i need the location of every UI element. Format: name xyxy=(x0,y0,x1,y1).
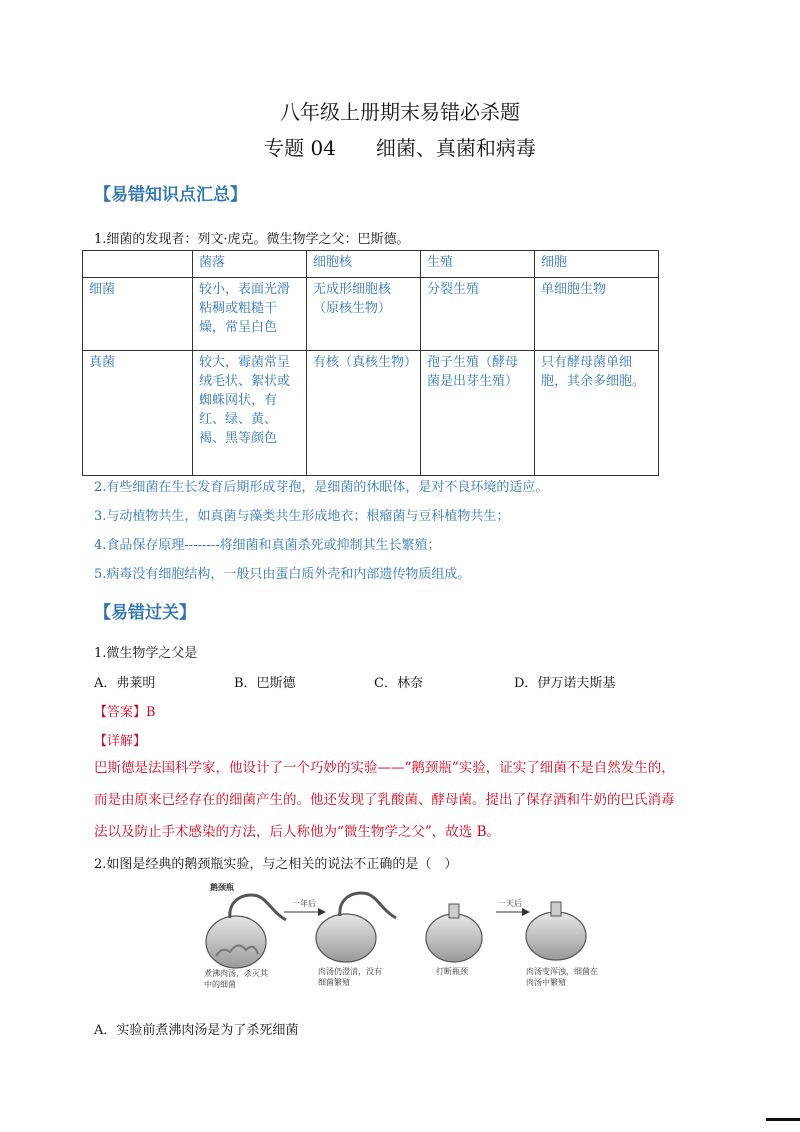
table-cell: 分裂生殖 xyxy=(421,278,535,351)
knowledge-point: 4.食品保存原理--------将细菌和真菌杀死或抑制其生长繁殖； xyxy=(94,538,441,553)
question-2-stem: 2.如图是经典的鹅颈瓶实验，与之相关的说法不正确的是（ ） xyxy=(94,857,458,872)
table-header-row xyxy=(83,251,659,278)
intro-line: 1.细菌的发现者：列文·虎克。微生物学之父：巴斯德。 xyxy=(94,232,410,247)
option-c: C．林奈 xyxy=(374,676,423,691)
detail-label: 【详解】 xyxy=(94,734,147,749)
figure-caption: 肉汤仍澄清，没有细菌繁殖 xyxy=(318,967,382,987)
option-d: D．伊万诺夫斯基 xyxy=(514,676,616,691)
section-heading-practice: 【易错过关】 xyxy=(94,603,196,623)
question-2-option-a: A．实验前煮沸肉汤是为了杀死细菌 xyxy=(94,1023,299,1038)
table-cell: 只有酵母菌单细胞，其余多细胞。 xyxy=(535,351,659,476)
table-row xyxy=(83,351,659,476)
table-cell: 较小，表面光滑粘稠或粗糙干燥，常呈白色 xyxy=(193,278,307,351)
table-cell: 真菌 xyxy=(83,351,193,476)
table-cell: 细菌 xyxy=(83,278,193,351)
table-header-cell: 细胞核 xyxy=(307,251,421,278)
figure-caption: 肉汤变浑浊，细菌在肉汤中繁殖 xyxy=(526,967,598,987)
table-header-cell: 菌落 xyxy=(193,251,307,278)
explanation-line: 而是由原来已经存在的细菌产生的。他还发现了乳酸菌、酵母菌。提出了保存酒和牛奶的巴氏消毒 xyxy=(94,792,675,808)
table-cell: 孢子生殖（酵母菌是出芽生殖） xyxy=(421,351,535,476)
table-cell: 无成形细胞核（原核生物） xyxy=(307,278,421,351)
page-edge-bar xyxy=(766,1118,800,1121)
table-header-cell: 生殖 xyxy=(421,251,535,278)
table-header-cell: 细胞 xyxy=(535,251,659,278)
flask-1 xyxy=(206,895,286,968)
figure-caption: 煮沸肉汤，杀灭其中的细菌 xyxy=(204,969,268,989)
knowledge-point: 5.病毒没有细胞结构，一般只由蛋白质外壳和内部遗传物质组成。 xyxy=(94,567,471,582)
figure-caption: 打断瓶颈 xyxy=(436,967,468,976)
explanation-line: 巴斯德是法国科学家，他设计了一个巧妙的实验——“鹅颈瓶”实验，证实了细菌不是自然发生的， xyxy=(94,760,675,776)
flask-3 xyxy=(426,904,482,962)
question-1-stem: 1.微生物学之父是 xyxy=(94,646,198,661)
doc-subtitle: 专题 04 细菌、真菌和病毒 xyxy=(264,136,536,160)
table-cell: 较大，霉菌常呈绒毛状、絮状或蜘蛛网状，有红、绿、黄、褐、黑等颜色 xyxy=(193,351,307,476)
flask-2 xyxy=(316,893,396,962)
doc-title: 八年级上册期末易错必杀题 xyxy=(280,100,520,124)
arrow-1-label: 一年后 xyxy=(292,899,316,908)
answer-label: 【答案】B xyxy=(94,705,156,720)
option-a: A．弗莱明 xyxy=(94,676,156,691)
knowledge-point: 2.有些细菌在生长发育后期形成芽孢，是细菌的休眠体，是对不良环境的适应。 xyxy=(94,480,549,495)
table-header-cell xyxy=(83,251,193,278)
figure-label-flask: 鹅颈瓶 xyxy=(210,882,234,892)
explanation-line: 法以及防止手术感染的方法，后人称他为“微生物学之父”，故选 B。 xyxy=(94,824,501,840)
swan-neck-flask-figure xyxy=(200,882,600,994)
comparison-table xyxy=(82,250,659,476)
explanation xyxy=(94,752,734,848)
knowledge-point: 3.与动植物共生，如真菌与藻类共生形成地衣；根瘤菌与豆科植物共生； xyxy=(94,509,510,524)
flask-4 xyxy=(526,902,586,960)
option-b: B．巴斯德 xyxy=(234,676,296,691)
table-cell: 单细胞生物 xyxy=(535,278,659,351)
table-cell: 有核（真核生物） xyxy=(307,351,421,476)
arrow-2-label: 一天后 xyxy=(498,899,522,908)
table-row xyxy=(83,278,659,351)
section-heading-knowledge: 【易错知识点汇总】 xyxy=(94,185,247,205)
